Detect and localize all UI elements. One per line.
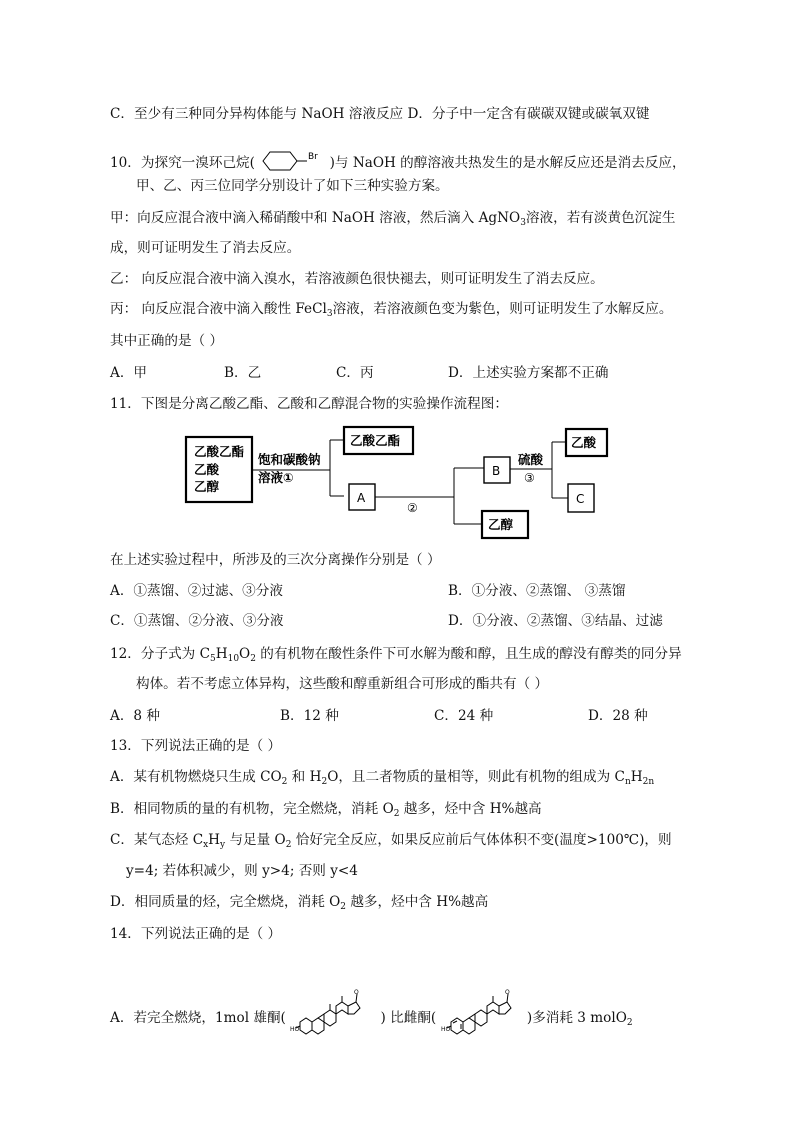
q10-plan-jia-line1: [110, 208, 675, 233]
q10-plan-jia-line2: 成，则可证明发生了消去反应。: [110, 240, 301, 256]
q10-plan-yi: 乙： 向反应混合液中滴入溴水，若溶液颜色很快褪去，则可证明发生了消去反应。: [110, 271, 604, 287]
q13-option-b: [110, 799, 542, 824]
bromine-label: Br: [308, 152, 319, 162]
estrone-structure: [441, 988, 523, 1036]
q14-stem: 14．下列说法正确的是（ ）: [110, 926, 282, 942]
text: 和 H: [287, 769, 322, 785]
q11-option-c: C．①蒸馏、②分液、③分液: [110, 613, 284, 629]
q12-option-d: D．28 种: [588, 708, 648, 724]
text: H: [630, 769, 643, 785]
q12-stem-line2: 构体。若不考虑立体异构，这些酸和醇重新组合可形成的酯共有（ ）: [136, 676, 549, 692]
q13-option-c-line2: y=4; 若体积减少，则 y>4; 否则 y<4: [126, 863, 358, 879]
ketone-label: O: [354, 989, 359, 996]
step2-label: ②: [407, 501, 418, 515]
q10-plan-bing: [110, 299, 672, 324]
q10-stem-post: )与 NaOH 的醇溶液共热发生的是水解反应还是消去反应，: [329, 155, 686, 171]
q12-option-b: B．12 种: [280, 708, 339, 724]
bromocyclohexane-structure: [259, 148, 325, 174]
text: 恰好完全反应，如果反应前后气体体积不变(温度>100℃)，则: [291, 832, 672, 848]
subscript: 2: [250, 654, 256, 664]
q10-option-b: B．乙: [224, 365, 262, 381]
ethanol-label: 乙醇: [488, 517, 514, 532]
subscript: 3: [520, 218, 526, 228]
text: C．某气态烃 C: [110, 832, 204, 848]
text: 与足量 O: [225, 832, 286, 848]
subscript: 2: [285, 840, 292, 850]
text: )多消耗 3 molO: [526, 1010, 627, 1026]
text: 甲：向反应混合液中滴入稀硝酸中和 NaOH 溶液，然后滴入 AgNO: [110, 210, 521, 226]
q14-option-a: [110, 988, 633, 1036]
subscript: 2: [281, 777, 288, 787]
subscript: x: [203, 840, 209, 850]
text: A．某有机物燃烧只生成 CO: [110, 769, 282, 785]
text: 越多，烃中含 H%越高: [399, 801, 542, 817]
text: 越多，烃中含 H%越高: [346, 894, 489, 910]
q11-option-b: B．①分液、②蒸馏、 ③蒸馏: [448, 583, 626, 599]
hydroxyl-label: HO: [440, 1026, 450, 1033]
sulfuric-acid-label: 硫酸: [518, 452, 544, 467]
androsterone-structure: [290, 988, 376, 1036]
text: O: [239, 646, 251, 662]
text: 丙： 向反应混合液中滴入酸性 FeCl: [110, 301, 327, 317]
q12-stem-line1: [110, 644, 682, 669]
mixture-ethanol: 乙醇: [194, 479, 220, 494]
text: D．相同质量的烃，完全燃烧，消耗 O: [110, 894, 341, 910]
acetic-acid-label: 乙酸: [571, 435, 597, 450]
q10-ask: 其中正确的是（ ）: [110, 333, 224, 349]
subscript: 3: [326, 309, 333, 319]
text: A．若完全燃烧，1mol 雄酮(: [110, 1010, 286, 1026]
mixture-ester: 乙酸乙酯: [194, 444, 245, 459]
text: 的有机物在酸性条件下可水解为酸和醇，且生成的醇没有醇类的同分异: [255, 646, 682, 662]
text: 溶液，若有淡黄色沉淀生: [525, 210, 676, 226]
q13-option-d: [110, 892, 488, 917]
subscript: 2n: [642, 777, 655, 787]
step3-label: ③: [524, 471, 535, 485]
q11-option-d: D．①分液、②蒸馏、③结晶、过滤: [448, 613, 663, 629]
q10-option-d: D．上述实验方案都不正确: [448, 365, 609, 381]
q10-stem-line2: 甲、乙、丙三位同学分别设计了如下三种实验方案。: [136, 178, 449, 194]
q11-option-a: A．①蒸馏、②过滤、③分液: [110, 583, 283, 599]
box-c-label: C: [576, 492, 585, 506]
mixture-acid: 乙酸: [194, 462, 220, 477]
text: O，且二者物质的量相等，则此有机物的组成为 C: [327, 769, 625, 785]
subscript: 2: [626, 1018, 633, 1028]
ketone-label: O: [504, 989, 510, 996]
q13-option-a: [110, 767, 654, 792]
subscript: 2: [321, 777, 328, 787]
subscript: 5: [210, 654, 216, 664]
q12-option-a: A．8 种: [110, 708, 160, 724]
q10-stem-line1: [110, 148, 686, 174]
q10-option-c: C．丙: [336, 365, 374, 381]
text: B．相同物质的量的有机物，完全燃烧，消耗 O: [110, 801, 394, 817]
separation-flowchart: [0, 420, 794, 540]
reagent-sodium-carbonate: 饱和碳酸钠: [258, 452, 321, 467]
q10-stem-pre: 10．为探究一溴环己烷(: [110, 155, 255, 171]
text: H: [208, 832, 221, 848]
reagent-step1: 溶液①: [258, 470, 294, 485]
q11-ask: 在上述实验过程中，所涉及的三次分离操作分别是（ ）: [110, 552, 441, 568]
box-a-label: A: [357, 491, 366, 505]
subscript: 2: [393, 809, 400, 819]
hydroxyl-label: HO: [290, 1026, 300, 1033]
q10-option-a: A．甲: [110, 365, 148, 381]
text: 溶液，若溶液颜色变为紫色，则可证明发生了水解反应。: [332, 301, 673, 317]
subscript: 10: [227, 654, 240, 664]
q11-stem: 11．下图是分离乙酸乙酯、乙酸和乙醇混合物的实验操作流程图：: [110, 396, 508, 412]
q12-option-c: C．24 种: [434, 708, 494, 724]
text: ) 比雌酮(: [380, 1010, 437, 1026]
subscript: 2: [340, 902, 347, 912]
subscript: y: [220, 840, 226, 850]
text: 12．分子式为 C: [110, 646, 210, 662]
subscript: n: [624, 777, 631, 787]
box-b-label: B: [492, 464, 501, 478]
ester-label: 乙酸乙酯: [350, 433, 401, 448]
q13-stem: 13．下列说法正确的是（ ）: [110, 738, 282, 754]
text: H: [215, 646, 228, 662]
q9-option-cd: C．至少有三种同分异构体能与 NaOH 溶液反应 D．分子中一定含有碳碳双键或碳氧双键: [110, 106, 650, 122]
q13-option-c-line1: [110, 830, 672, 855]
